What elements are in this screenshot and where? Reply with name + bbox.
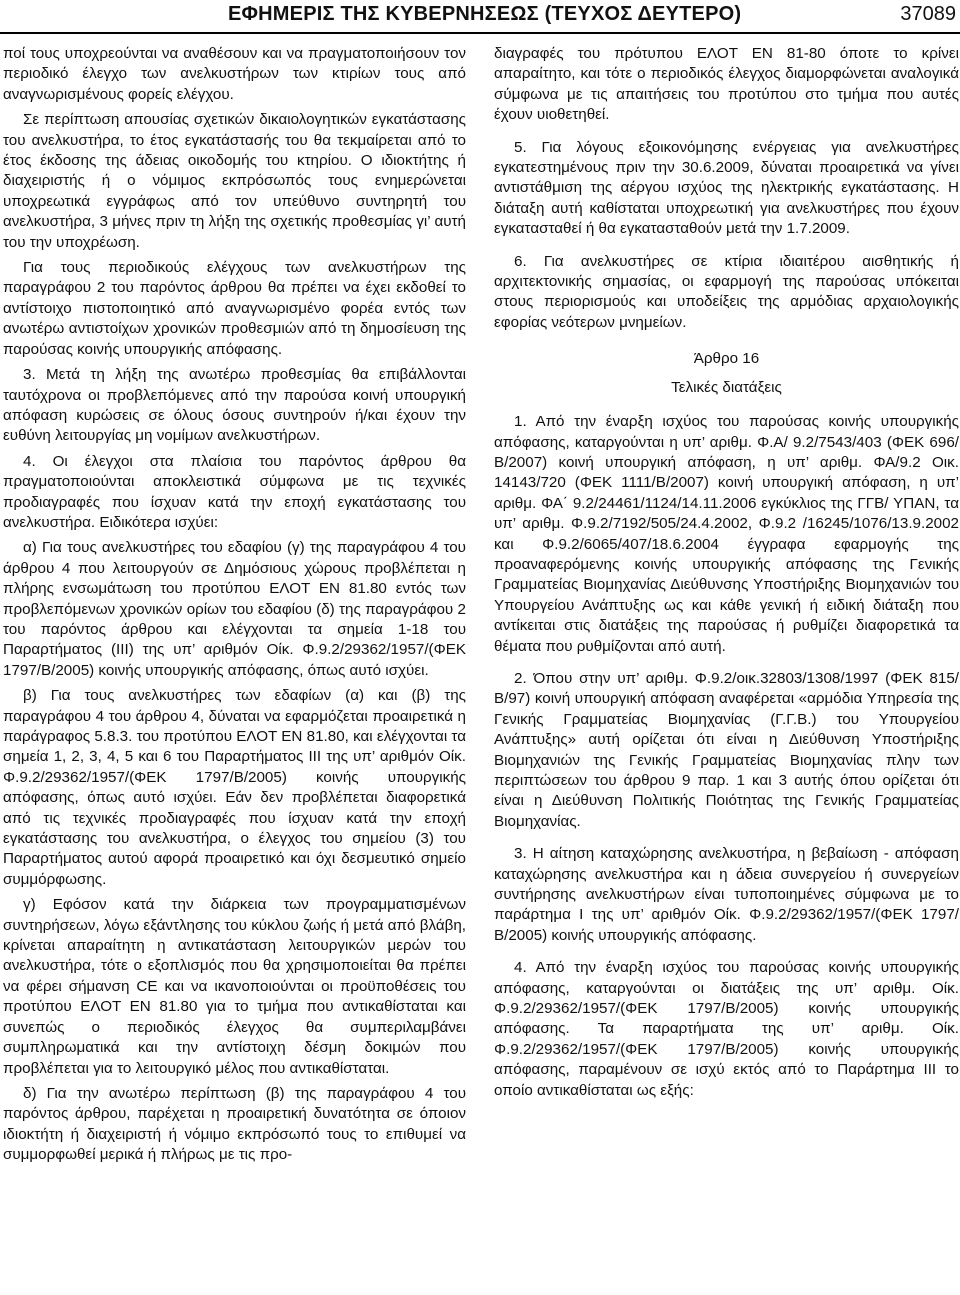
paragraph: 3. Μετά τη λήξη της ανωτέρω προθεσμίας θα επιβάλλονται ταυτόχρονα οι προβλεπόμενες από την παρούσα κοινή υπουργική απόφαση κυρώσεις σε όλους όσους συντηρούν ή/και έχουν την ευθύνη λειτουργίας μη νομίμων ανελκυστήρων. [3, 366, 466, 445]
paragraph: διαγραφές του πρότυπου ΕΛΟΤ ΕΝ 81-80 όποτε το κρίνει απαραίτητο, και τότε ο περιοδικός έλεγχος διαμορφώνεται αναλογικά σύμφωνα με τις απαιτήσεις του προτύπου στο τμήμα που αυτές έχουν υιοθετηθεί. [494, 45, 959, 124]
page-number: 37089 [900, 3, 956, 25]
paragraph: 4. Οι έλεγχοι στα πλαίσια του παρόντος άρθρου θα πραγματοποιούνται αποκλειστικά σύμφωνα με τις τεχνικές προδιαγραφές που ίσχυαν κατά την εποχή εγκατάστασης του ανελκυστήρα. Ειδικότερα ισχύει: [3, 452, 466, 531]
paragraph: 6. Για ανελκυστήρες σε κτίρια ιδιαιτέρου αισθητικής ή αρχιτεκτονικής σημασίας, οι εφαρμογή της παρούσας υπόκειται στους περιορισμούς και υποδείξεις της αρμόδιας αρχαιολογικής εφορίας νεότερων μνημείων. [494, 252, 959, 331]
paragraph: 1. Από την έναρξη ισχύος του παρούσας κοινής υπουργικής απόφασης, καταργούνται η υπ’ αριθμ. Φ.Α/ 9.2/7543/403 (ΦΕΚ 696/Β/2007) κοινή υπουργική απόφαση, η υπ’ αριθμ. ΦΑ/9.2 Οικ. 14143/720 (ΦΕΚ 1111/Β/2007) κοινή υπουργική απόφαση, η υπ’ αριθμ. ΦΑ΄ 9.2/24461/1124/14.11.2006 εγκύκλιος της ΓΓΒ/ ΥΠΑΝ, τα υπ’ αριθμ. Φ.9.2/7192/505/24.4.2002, Φ.9.2 /16245/1076/13.9.2002 και Φ.9.2/6065/407/18.6.2004 έγγραφα εφαρμογής της προαναφερόμενης κοινής υπουργικής απόφασης της Γενικής Γραμματείας Βιομηχανίας Διεύθυνσης Υποστήριξης Βιομηχανιών του Υπουργείου Ανάπτυξης ως και κάθε γενική ή ειδική διάταξη που αντίκειται στις διατάξεις της παρούσας ή ρυθμίζει διαφορετικά τα θέματα που ρυθμίζονται από αυτή. [494, 413, 959, 655]
paragraph: ποί τους υποχρεούνται να αναθέσουν και να πραγματοποιήσουν τον περιοδικό έλεγχο των ανελκυστήρων των κτιρίων τους από αναγνωρισμένους φορείς ελέγχου. [3, 45, 466, 103]
paragraph: 3. Η αίτηση καταχώρησης ανελκυστήρα, η βεβαίωση - απόφαση καταχώρησης ανελκυστήρα και η άδεια συνεργείου ή συνεργείων συντήρησης ανελκυστήρων είναι τυποποιημένες σύμφωνα με το παράρτημα Ι της υπ’ αριθμόν Οίκ. Φ.9.2/29362/1957/(ΦΕΚ 1797/Β/2005) κοινής υπουργικής απόφασης. [494, 845, 959, 944]
article-subheading: Τελικές διατάξεις [671, 378, 782, 396]
gazette-title: ΕΦΗΜΕΡΙΣ ΤΗΣ ΚΥΒΕΡΝΗΣΕΩΣ (ΤΕΥΧΟΣ ΔΕΥΤΕΡΟ) [228, 3, 742, 25]
paragraph: γ) Εφόσον κατά την διάρκεια των προγραμματισμένων συντηρήσεων, λόγω εξάντλησης του κύκλου ζωής ή μετά από βλάβη, κρίνεται απαραίτητη η αντικατάσταση λειτουργικών μερών του ανελκυστήρα, τότε ο εξοπλισμός που θα χρησιμοποιείται θα πρέπει να φέρει σήμανση CE και να ικανοποιούνται οι προϋποθέσεις του προτύπου ΕΛΟΤ ΕΝ 81.80 για το τμήμα που αντικαθίσταται και συνεπώς ο περιοδικός έλεγχος θα συμπεριλαμβάνει συμπληρωματικά και την αντίστοιχη δέσμη δοκιμών που προβλέπεται για το λειτουργικό μέλος που αντικαθίσταται. [3, 896, 466, 1077]
paragraph: α) Για τους ανελκυστήρες του εδαφίου (γ) της παραγράφου 4 του άρθρου 4 που λειτουργούν σε Δημόσιους χώρους προβλέπεται η πλήρης ενσωμάτωση του προτύπου ΕΛΟΤ ΕΝ 81.80 εντός των προβλεπόμενων χρονικών ορίων του εδαφίου (δ) της παραγράφου 2 του παρόντος άρθρου και ελέγχονται τα σημεία 1-18 του Παραρτήματος (ΙΙΙ) της υπ’ αριθμόν Οίκ. Φ.9.2/29362/1957/(ΦΕΚ 1797/Β/2005) κοινής υπουργικής απόφασης, όπως αυτό ισχύει. [3, 539, 466, 679]
paragraph: 4. Από την έναρξη ισχύος του παρούσας κοινής υπουργικής απόφασης, καταργούνται οι διατάξεις της υπ’ αριθμ. Οίκ. Φ.9.2/29362/1957/(ΦΕΚ 1797/Β/2005) κοινής υπουργικής απόφασης. Τα παραρτήματα της υπ’ αριθμ. Οίκ. Φ.9.2/29362/1957/(ΦΕΚ 1797/Β/2005) κοινής υπουργικής απόφασης, παραμένουν σε ισχύ εκτός από το Παράρτημα ΙΙΙ το οποίο αντικαθίσταται ως εξής: [494, 959, 959, 1099]
paragraph: Για τους περιοδικούς ελέγχους των ανελκυστήρων της παραγράφου 2 του παρόντος άρθρου θα πρέπει να έχει εκδοθεί το αντίστοιχο πιστοποιητικό από αναγνωρισμένο φορέα εντός των ανωτέρω αντιστοίχων χρονικών προθεσμιών από τη δημοσίευση της παρούσας κοινής υπουργικής απόφασης. [3, 259, 466, 358]
paragraph: δ) Για την ανωτέρω περίπτωση (β) της παραγράφου 4 του παρόντος άρθρου, παρέχεται η προαιρετική δυνατότητα σε όποιον ιδιοκτήτη ή διαχειριστή ή νόμιμο εκπρόσωπό τους το επιθυμεί να συμμορφωθεί μερικά ή πλήρως με τις προ- [3, 1084, 466, 1164]
paragraph: Σε περίπτωση απουσίας σχετικών δικαιολογητικών εγκατάστασης του ανελκυστήρα, το έτος εγκατάστασής του θα τεκμαίρεται από το έτος έκδοσης της άδειας οικοδομής του κτηρίου. Ο ιδιοκτήτης ή διαχειριστής ή ο νόμιμος εκπρόσωπός τους ενημερώνεται υποχρεωτικά εγγράφως από τον υπεύθυνο συντηρητή του ανελκυστήρα, 3 μήνες πριν τη λήξη της σχετικής προθεσμίας γι’ αυτή του την υποχρέωση. [3, 111, 466, 251]
paragraph: 2. Όπου στην υπ’ αριθμ. Φ.9.2/οικ.32803/1308/1997 (ΦΕΚ 815/Β/97) κοινή υπουργική απόφαση αναφέρεται «αρμόδια Υπηρεσία της Γενικής Γραμματείας Βιομηχανίας (Γ.Γ.Β.) του Υπουργείου Ανάπτυξης» αυτή ορίζεται ότι είναι η Διεύθυνση Υποστήριξης Βιομηχανιών της Γενικής Γραμματείας Βιομηχανίας πλην των περιπτώσεων του άρθρου 9 παρ. 1 και 3 αυτής όπου ορίζεται ότι είναι η Διεύθυνση Πολιτικής Ποιότητας της Γενικής Γραμματείας Βιομηχανίας. [494, 669, 959, 830]
paragraph: 5. Για λόγους εξοικονόμησης ενέργειας για ανελκυστήρες εγκατεστημένους πριν την 30.6.2009, δύναται προαιρετικά να γίνει αντιστάθμιση της αέργου ισχύος της ηλεκτρικής εγκατάστασης. Η διάταξη αυτή καθίσταται υποχρεωτική για ανελκυστήρες που έχουν εγκατασταθεί ή θα εγκατασταθούν μετά την 1.7.2009. [494, 138, 959, 238]
page-header [0, 0, 960, 34]
right-column [494, 44, 959, 1106]
left-column [3, 44, 466, 1171]
paragraph: β) Για τους ανελκυστήρες των εδαφίων (α) και (β) της παραγράφου 4 του άρθρου 4, δύναται να εφαρμόζεται προαιρετικά η παράγραφος 5.8.3. του προτύπου ΕΛΟΤ ΕΝ 81.80, και ελέγχονται τα σημεία 1, 2, 3, 4, 5 και 6 του Παραρτήματος ΙΙΙ της υπ’ αριθμόν Οίκ. Φ.9.2/29362/1957/(ΦΕΚ 1797/Β/2005) κοινής υπουργικής απόφασης, όπως αυτό ισχύει. Εάν δεν προβλέπεται διαφορετικά από τις τεχνικές προδιαγραφές που ίσχυαν κατά την εποχή εγκατάστασης του ανελκυστήρα, ο έλεγχος του σημείου (3) του Παραρτήματος αυτού αφορά προαιρετικό και όχι δεσμευτικό σημείο συμμόρφωσης. [3, 687, 466, 888]
article-heading: Άρθρο 16 [693, 350, 760, 368]
